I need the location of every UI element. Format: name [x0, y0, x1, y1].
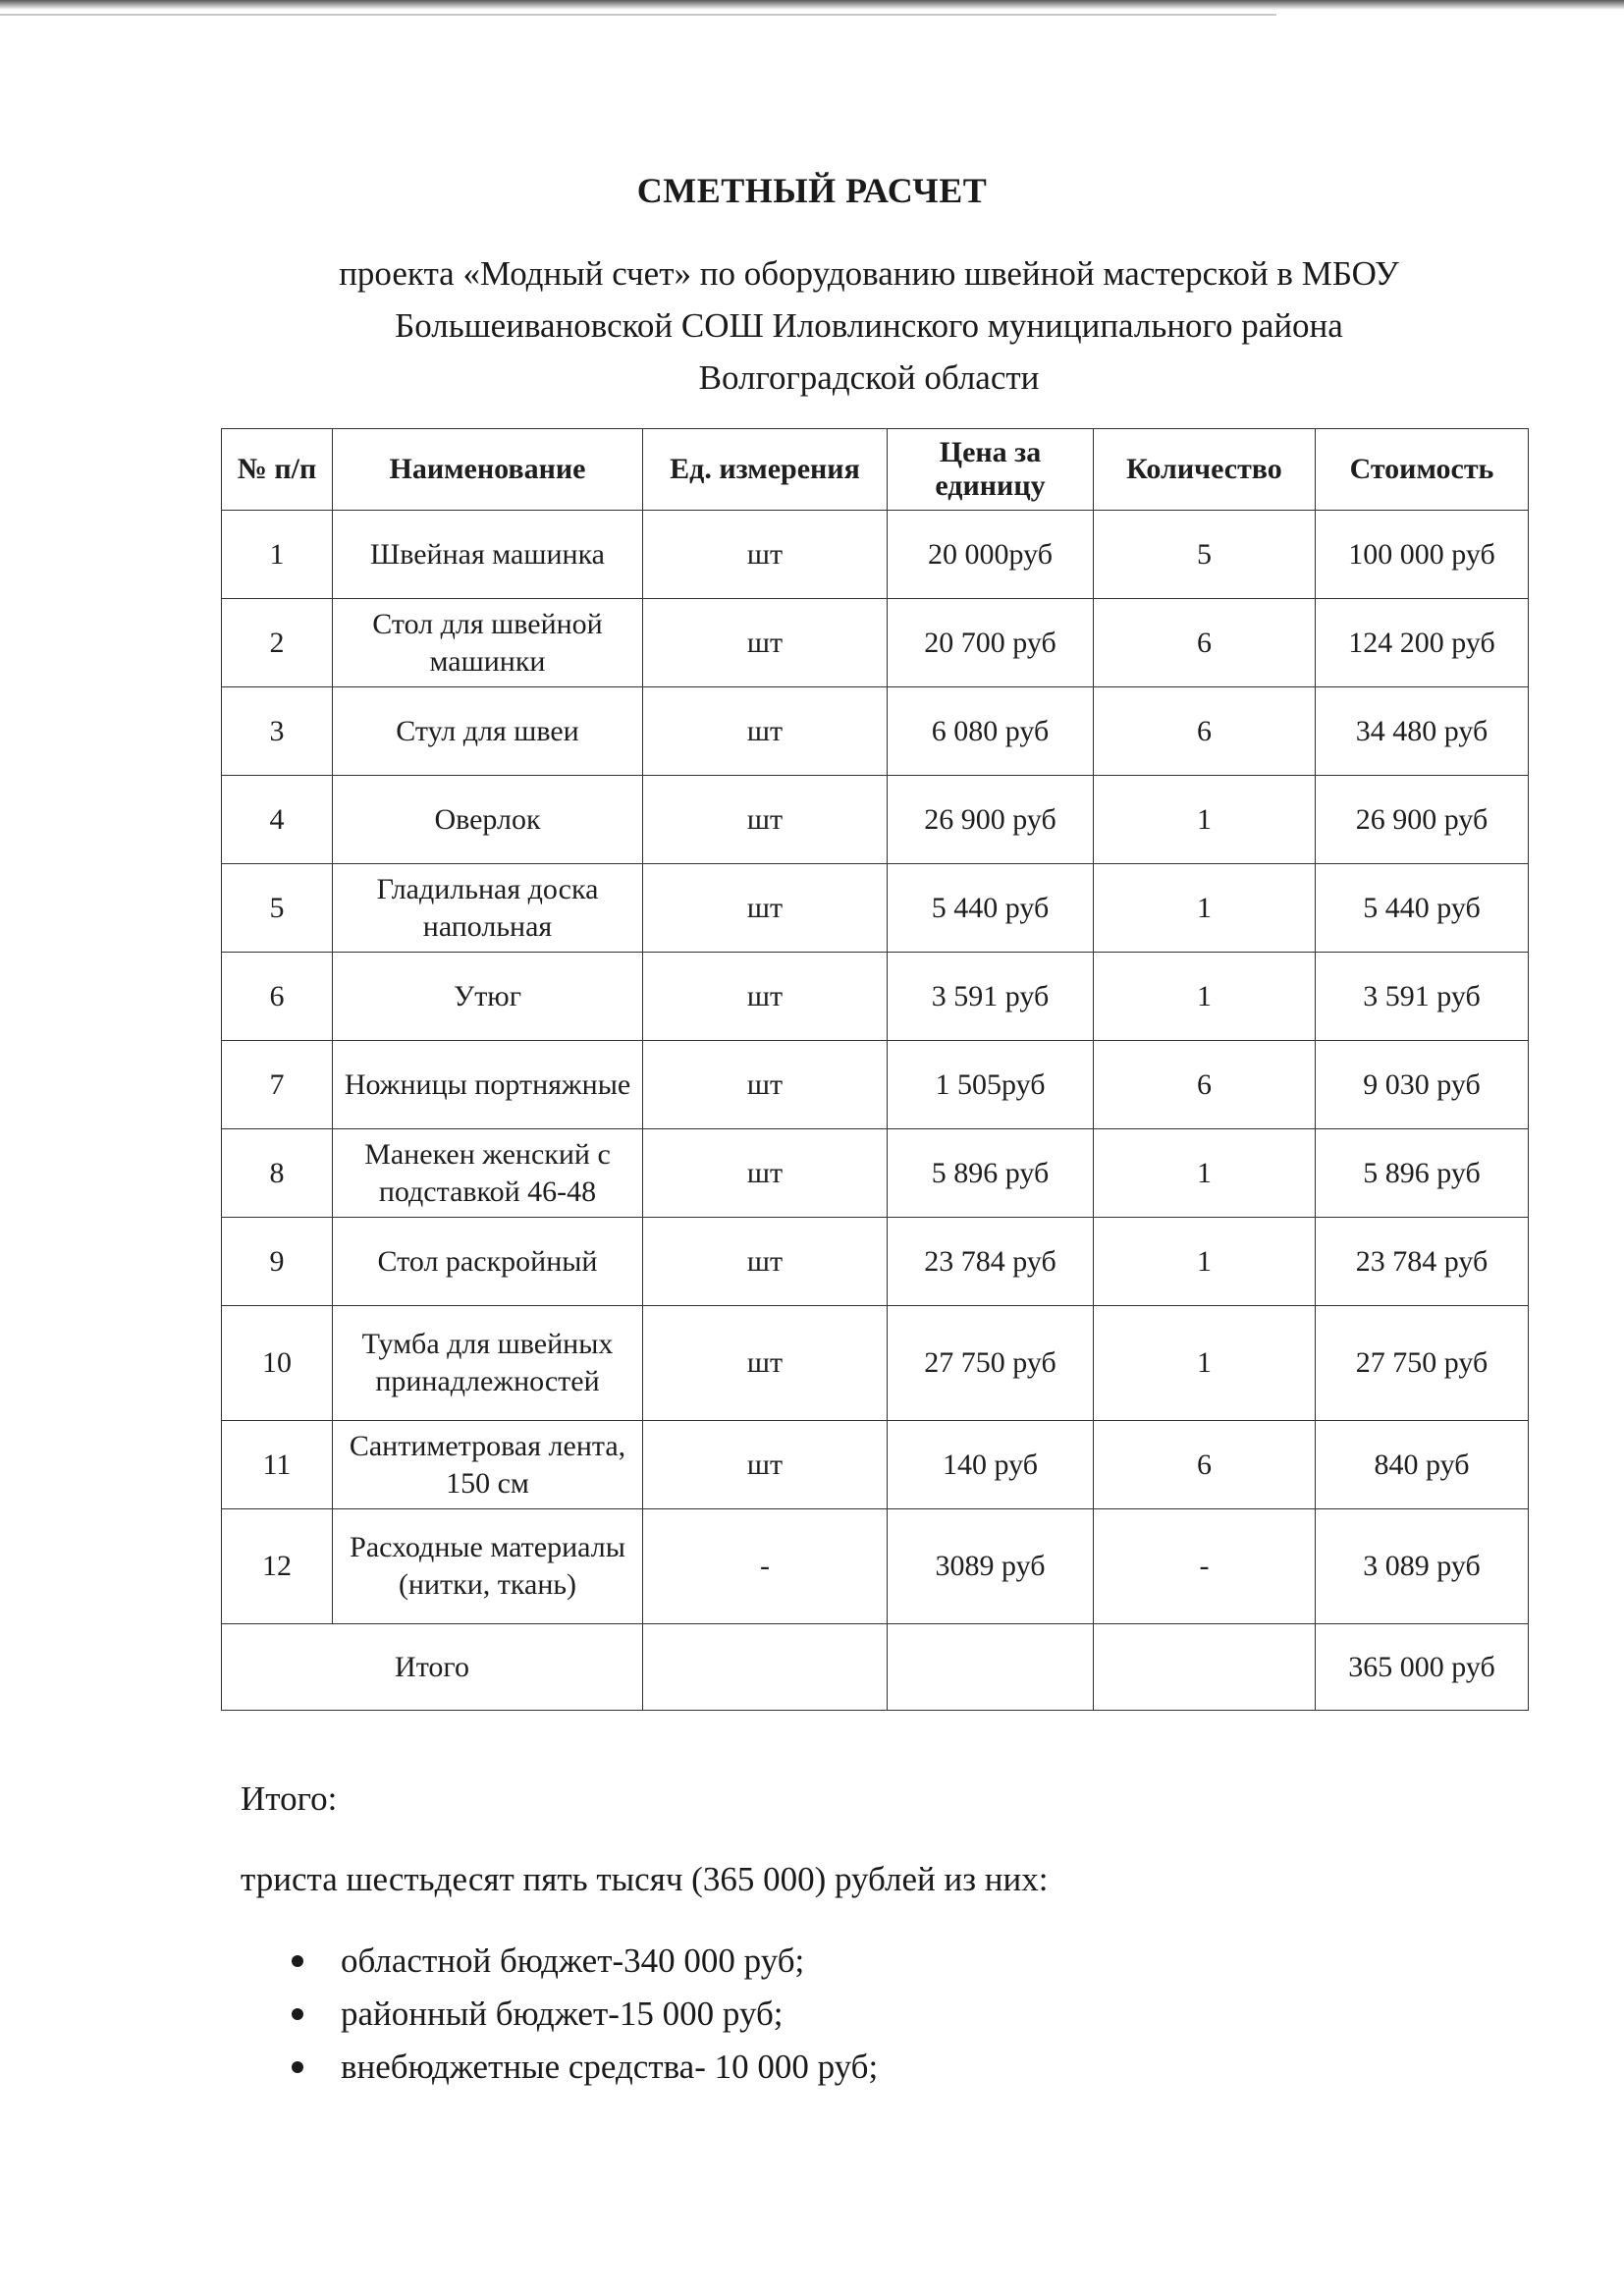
- document-title: СМЕТНЫЙ РАСЧЕТ: [636, 171, 988, 210]
- cell-cost: 5 440 руб: [1316, 864, 1529, 953]
- cell-cost: 34 480 руб: [1316, 687, 1529, 776]
- cell-unit: шт: [643, 864, 888, 953]
- cell-unit: шт: [643, 1306, 888, 1421]
- cell-price: 26 900 руб: [888, 776, 1094, 864]
- summary-text: триста шестьдесят пять тысяч (365 000) рублей из них:: [241, 1860, 1049, 1898]
- cell-name: Стол для швейной машинки: [333, 599, 643, 687]
- scan-edge: [0, 0, 1624, 10]
- budget-item-text: внебюджетные средства- 10 000 руб;: [341, 2048, 879, 2086]
- estimate-table: [221, 428, 1529, 1711]
- cell-num: 1: [222, 511, 333, 599]
- cell-name: Стол раскройный: [333, 1218, 643, 1306]
- table-row: [222, 864, 1529, 953]
- table-row: [222, 776, 1529, 864]
- cell-price: 3089 руб: [888, 1509, 1094, 1624]
- budget-item-text: областной бюджет-340 000 руб;: [341, 1941, 805, 1980]
- cell-name: Утюг: [333, 953, 643, 1041]
- cell-num: 4: [222, 776, 333, 864]
- table-row: [222, 953, 1529, 1041]
- cell-cost: 26 900 руб: [1316, 776, 1529, 864]
- bullet-icon: [292, 2061, 303, 2073]
- table-row: [222, 1041, 1529, 1129]
- cell-num: 3: [222, 687, 333, 776]
- budget-list: [290, 1935, 878, 2094]
- list-item: [290, 1935, 878, 1988]
- cell-unit: шт: [643, 511, 888, 599]
- cell-unit: шт: [643, 776, 888, 864]
- cell-cost: 27 750 руб: [1316, 1306, 1529, 1421]
- table-row: [222, 687, 1529, 776]
- header-qty: Количество: [1094, 429, 1316, 511]
- cell-qty: 1: [1094, 1218, 1316, 1306]
- cell-cost: 9 030 руб: [1316, 1041, 1529, 1129]
- cell-cost: 100 000 руб: [1316, 511, 1529, 599]
- budget-item-text: районный бюджет-15 000 руб;: [341, 1995, 784, 2033]
- bullet-icon: [292, 2008, 303, 2020]
- cell-cost: 840 руб: [1316, 1421, 1529, 1509]
- bullet-icon: [292, 1955, 303, 1967]
- cell-qty: 1: [1094, 1129, 1316, 1218]
- document-subtitle: [245, 247, 1492, 404]
- cell-price: 20 000руб: [888, 511, 1094, 599]
- cell-cost: 23 784 руб: [1316, 1218, 1529, 1306]
- list-item: [290, 2041, 878, 2094]
- cell-num: 2: [222, 599, 333, 687]
- cell-qty: 1: [1094, 864, 1316, 953]
- cell-price: 20 700 руб: [888, 599, 1094, 687]
- cell-price: 23 784 руб: [888, 1218, 1094, 1306]
- cell-qty: 6: [1094, 1421, 1316, 1509]
- cell-name: Стул для швеи: [333, 687, 643, 776]
- table-total-row: [222, 1624, 1529, 1711]
- cell-unit: шт: [643, 599, 888, 687]
- summary-label: Итого:: [241, 1779, 338, 1818]
- header-price: Цена за единицу: [888, 429, 1094, 511]
- cell-cost: 5 896 руб: [1316, 1129, 1529, 1218]
- cell-qty: 6: [1094, 687, 1316, 776]
- cell-qty: 5: [1094, 511, 1316, 599]
- cell-price: 27 750 руб: [888, 1306, 1094, 1421]
- cell-price: 6 080 руб: [888, 687, 1094, 776]
- cell-unit: шт: [643, 1129, 888, 1218]
- header-name: Наименование: [333, 429, 643, 511]
- cell-cost: 3 591 руб: [1316, 953, 1529, 1041]
- cell-name: Ножницы портняжные: [333, 1041, 643, 1129]
- cell-price: 5 440 руб: [888, 864, 1094, 953]
- cell-cost: 3 089 руб: [1316, 1509, 1529, 1624]
- cell-name: Тумба для швейных принадлежностей: [333, 1306, 643, 1421]
- cell-unit: -: [643, 1509, 888, 1624]
- cell-name: Швейная машинка: [333, 511, 643, 599]
- table-row: [222, 511, 1529, 599]
- cell-num: 8: [222, 1129, 333, 1218]
- cell-name: Расходные материалы (нитки, ткань): [333, 1509, 643, 1624]
- cell-price: 1 505руб: [888, 1041, 1094, 1129]
- table-row: [222, 1218, 1529, 1306]
- cell-qty: -: [1094, 1509, 1316, 1624]
- cell-cost: 124 200 руб: [1316, 599, 1529, 687]
- header-cost: Стоимость: [1316, 429, 1529, 511]
- scan-line: [0, 14, 1276, 16]
- cell-price: 140 руб: [888, 1421, 1094, 1509]
- cell-num: 9: [222, 1218, 333, 1306]
- total-empty-cell: [888, 1624, 1094, 1711]
- cell-num: 10: [222, 1306, 333, 1421]
- cell-price: 3 591 руб: [888, 953, 1094, 1041]
- total-empty-cell: [1094, 1624, 1316, 1711]
- table-header-row: [222, 429, 1529, 511]
- cell-qty: 1: [1094, 1306, 1316, 1421]
- table-row: [222, 1306, 1529, 1421]
- cell-unit: шт: [643, 1421, 888, 1509]
- list-item: [290, 1988, 878, 2041]
- cell-name: Сантиметровая лента, 150 см: [333, 1421, 643, 1509]
- cell-qty: 1: [1094, 776, 1316, 864]
- cell-num: 6: [222, 953, 333, 1041]
- cell-unit: шт: [643, 1041, 888, 1129]
- cell-unit: шт: [643, 953, 888, 1041]
- subtitle-line: Волгоградской области: [698, 358, 1040, 397]
- cell-qty: 6: [1094, 599, 1316, 687]
- total-label: Итого: [222, 1624, 643, 1711]
- cell-name: Оверлок: [333, 776, 643, 864]
- header-num: № п/п: [222, 429, 333, 511]
- cell-qty: 6: [1094, 1041, 1316, 1129]
- cell-num: 5: [222, 864, 333, 953]
- table-row: [222, 1421, 1529, 1509]
- cell-unit: шт: [643, 1218, 888, 1306]
- cell-unit: шт: [643, 687, 888, 776]
- total-empty-cell: [643, 1624, 888, 1711]
- cell-price: 5 896 руб: [888, 1129, 1094, 1218]
- header-unit: Ед. измерения: [643, 429, 888, 511]
- cell-name: Манекен женский с подставкой 46-48: [333, 1129, 643, 1218]
- table-row: [222, 599, 1529, 687]
- cell-qty: 1: [1094, 953, 1316, 1041]
- cell-num: 12: [222, 1509, 333, 1624]
- cell-name: Гладильная доска напольная: [333, 864, 643, 953]
- subtitle-line: Большеивановской СОШ Иловлинского муниципального района: [395, 306, 1343, 345]
- subtitle-line: проекта «Модный счет» по оборудованию швейной мастерской в МБОУ: [339, 254, 1399, 293]
- table-row: [222, 1129, 1529, 1218]
- cell-num: 11: [222, 1421, 333, 1509]
- table-row: [222, 1509, 1529, 1624]
- total-cost: 365 000 руб: [1316, 1624, 1529, 1711]
- cell-num: 7: [222, 1041, 333, 1129]
